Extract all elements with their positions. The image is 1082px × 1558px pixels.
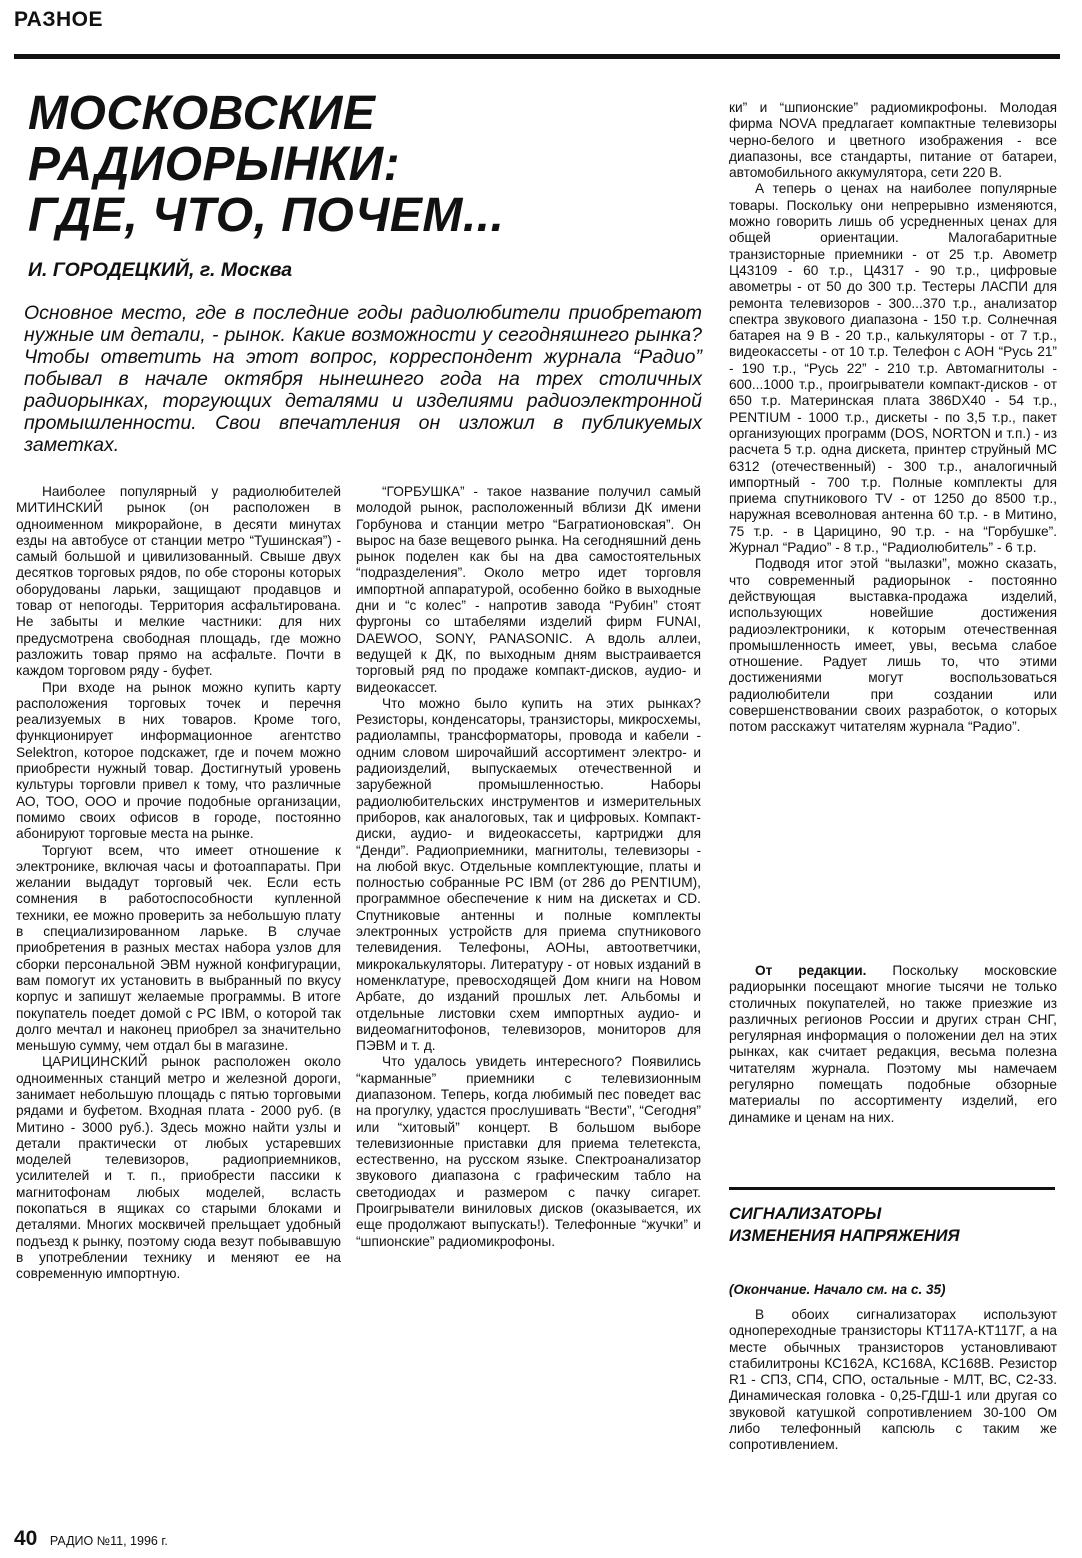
title-line: МОСКОВСКИЕ (28, 87, 376, 140)
paragraph: ки” и “шпионские” радиомикрофоны. Молодая фирма NOVA предлагает компактные телевизоры черно-белого и цветного изображения - все диапазоны, все стандарты, питание от батареи, автомобильного аккумулятора, сети 220 В. (729, 100, 1057, 181)
title-line: ГДЕ, ЧТО, ПОЧЕМ... (28, 189, 505, 242)
section-label: РАЗНОЕ (14, 8, 103, 31)
title-line: СИГНАЛИЗАТОРЫ (729, 1205, 882, 1223)
header-rule (14, 54, 1060, 59)
article-divider (729, 1187, 1055, 1190)
title-line: РАДИОРЫНКИ: (28, 138, 401, 191)
paragraph: При входе на рынок можно купить карту расположения торговых точек и перечня реализуемых в них товаров. Кроме того, функционирует информационное агентство Selektron, которое подскажет, где и почем можно приобрести нужный товар. Достигнутый уровень культуры торговли привел к тому, что различные АО, ТОО, ООО и прочие подобные организации, помимо своих офисов в городе, постоянно абонируют торговые места на рынке. (16, 679, 341, 842)
second-article-body (729, 1307, 1057, 1454)
second-article-title (729, 1203, 1059, 1247)
paragraph: Торгуют всем, что имеет отношение к электронике, включая часы и фотоаппараты. При желании выдадут торговый чек. Если есть сомнения в работоспособности купленной техники, ее можно проверить за небольшую плату в специализированном ларьке. В случае приобретения в разных местах набора узлов для сборки персональной ЭВМ нужной конфигурации, вам помогут их установить в выбранный по вкусу корпус и запишут желаемые программы. В итоге покупатель поедет домой с PC IBM, о которой так долго мечтал и наконец приобрел за значительно меньшую сумму, чем отдал бы в магазине. (16, 842, 341, 1054)
editor-note-text: Поскольку московские радиорынки посещают многие тысячи не только столичных покупателей, но также приезжие из различных регионов России и других стран СНГ, регулярная информация о положении дел на этих рынках, как считает редакция, весьма полезна читателям журнала. Поэтому мы намечаем регулярно помещать подобные обзорные материалы по ассортименту изделий, его динамике и ценам на них. (729, 963, 1057, 1125)
continuation-note: (Окончание. Начало см. на с. 35) (729, 1282, 946, 1297)
article-title (28, 88, 678, 241)
paragraph: А теперь о ценах на наиболее популярные товары. Поскольку они непрерывно изменяются, можно говорить лишь об усредненных ценах для общей ориентации. Малогабаритные транзисторные приемники - от 25 т.р. Авометр Ц43109 - 60 т.р., Ц4317 - 90 т.р., цифровые авометры - от 50 до 300 т.р. Тестеры ЛАСПИ для ремонта телевизоров - 300...370 т.р., анализатор спектра звукового диапазона - 150 т.р. Солнечная батарея на 9 В - 20 т.р., калькуляторы - от 7 т.р., видеокассеты - от 10 т.р. Телефон с АОН “Русь 21” - 190 т.р., “Русь 22” - 210 т.р. Автомагнитолы - 600...1000 т.р., проигрыватели компакт-дисков - от 650 т.р. Материнская плата 386DX40 - 54 т.р., PENTIUM - 1000 т.р., дискеты - по 3,5 т.р., пакет организующих программ (DOS, NORTON и т.п.) - из расчета 5 т.р. одна дискета, принтер струйный МС 6312 (отечественный) - 300 т.р., аналогичный импортный - 700 т.р. Полные комплекты для приема спутникового TV - от 1250 до 8500 т.р., наружная всеволновая антенна 60 т.р. - в Митино, 75 т.р. - в Царицино, 90 т.р. - на “Горбушке”. Журнал “Радио” - 8 т.р., “Радиолюбитель” - 6 т.р. (729, 181, 1057, 556)
byline: И. ГОРОДЕЦКИЙ, г. Москва (28, 259, 293, 281)
page-number: 40 (14, 1527, 38, 1550)
editor-note (729, 963, 1057, 1126)
paragraph: Наиболее популярный у радиолюбителей МИТИНСКИЙ рынок (он расположен в одноименном микрорайоне, в десяти минутах езды на автобусе от станции метро “Тушинская”) - самый большой и цивилизованный. Свыше двух десятков торговых рядов, по обе стороны которых оборудованы ларьки, защищают продавцов и товар от непогоды. Территория асфальтирована. Не забыты и мелкие частники: для них предусмотрена свободная площадь, где можно разложить товар прямо на асфальте. Почти в каждом торговом ряду - буфет. (16, 484, 341, 679)
lead-paragraph: Основное место, где в последние годы радиолюбители приобретают нужные им детали, - рынок. Какие возможности у сегодняшнего рынка? Чтобы ответить на этот вопрос, корреспондент журнала “Радио” побывал в начале октября нынешнего года на трех столичных радиорынках, торгующих деталями и изделиями радиоэлектронной промышленности. Свои впечатления он изложил в публикуемых заметках. (24, 302, 702, 456)
magazine-issue: РАДИО №11, 1996 г. (49, 1534, 168, 1548)
paragraph: “ГОРБУШКА” - такое название получил самый молодой рынок, расположенный вблизи ДК имени Горбунова и станции метро “Багратионовская”. Он вырос на базе вещевого рынка. На сегодняшний день рынок поделен как бы на два самостоятельных “подразделения”. Около метро идет торговля импортной аппаратурой, особенно бойко в выходные дни и “с колес” - напротив завода “Рубин” стоят фургоны со штабелями изделий фирм FUNAI, DAEWOO, SONY, PANASONIC. А вдоль аллеи, ведущей к ДК, по выходным дням выстраивается торговый ряд по продаже компакт-дисков, аудио- и видеокассет. (356, 484, 701, 695)
page-footer (14, 1527, 168, 1551)
paragraph: Подводя итог этой “вылазки”, можно сказать, что современный радиорынок - постоянно действующая выставка-продажа изделий, использующих новейшие достижения радиоэлектроники, к которым отечественная промышленность имеет, увы, весьма слабое отношение. Радует лишь то, что этими достижениями могут воспользоваться радиолюбители при создании или совершенствовании своих разработок, о которых потом расскажут читателям журнала “Радио”. (729, 556, 1057, 735)
paragraph: Что удалось увидеть интересного? Появились “карманные” приемники с телевизионным диапазоном. Теперь, когда любимый пес поведет вас на прогулку, удастся прослушивать “Вести”, “Сегодня” или “хитовый” концерт. В большом выборе телевизионные приставки для приема телетекста, естественно, на русском языке. Спектроанализатор звукового диапазона с графическим табло на светодиодах и размером с пачку сигарет. Проигрыватели виниловых дисков (оказывается, их еще продолжают выпускать!). Телефонные “жучки” и “шпионские” радиомикрофоны. (356, 1054, 701, 1249)
paragraph: Что можно было купить на этих рынках? Резисторы, конденсаторы, транзисторы, микросхемы, радиолампы, трансформаторы, провода и кабели - одним словом широчайший ассортимент электро- и радиоизделий, выпускаемых отечественной и зарубежной промышленностью. Наборы радиолюбительских инструментов и измерительных приборов, как аналоговых, так и цифровых. Компакт-диски, аудио- и видеокассеты, картриджи для “Денди”. Радиоприемники, магнитолы, телевизоры - на любой вкус. Отдельные комплектующие, платы и полностью собранные PC IBM (от 286 до PENTIUM), программное обеспечение к ним на дискетах и CD. Спутниковые антенны и полные комплекты электронных устройств для приема спутникового телевидения. Телефоны, АОНы, автоответчики, микрокалькуляторы. Литературу - от новых изданий в номенклатуре, превосходящей Дом книги на Новом Арбате, до изданий прошлых лет. Альбомы и отдельные листовки схем импортных аудио- и видеомагнитофонов, телевизоров, мониторов для ПЭВМ и т. д. (356, 695, 701, 1054)
paragraph: В обоих сигнализаторах используют однопереходные транзисторы КТ117А-КТ117Г, а на месте обычных транзисторов установливают стабилитроны КС162А, КС168А, КС168В. Резистор R1 - СП3, СП4, СПО, остальные - МЛТ, ВС, С2-33. Динамическая головка - 0,25-ГДШ-1 или другая со звуковой катушкой сопротивлением 30-100 Ом либо телефонный капсюль с таким же сопротивлением. (729, 1307, 1057, 1453)
column-1 (16, 484, 341, 1283)
paragraph: ЦАРИЦИНСКИЙ рынок расположен около одноименных станций метро и железной дороги, занимает небольшую площадь с пятью торговыми рядами и буфетом. Входная плата - 2000 руб. (в Митино - 3000 руб.). Здесь можно найти узлы и детали практически от любых устаревших моделей телевизоров, радиоприемников, усилителей и т. п., приобрести пассики к магнитофонам любых моделей, всласть покопаться в ящиках со старыми блоками и деталями. Многих москвичей прельщает удобный подъезд к рынку, поэтому сюда везут побывавшую в употреблении технику и меняют ее на современную импортную. (16, 1054, 341, 1282)
column-3 (729, 100, 1057, 736)
title-line: ИЗМЕНЕНИЯ НАПРЯЖЕНИЯ (729, 1227, 960, 1245)
column-2 (356, 484, 701, 1250)
editor-note-lead: От редакции. (755, 963, 867, 978)
